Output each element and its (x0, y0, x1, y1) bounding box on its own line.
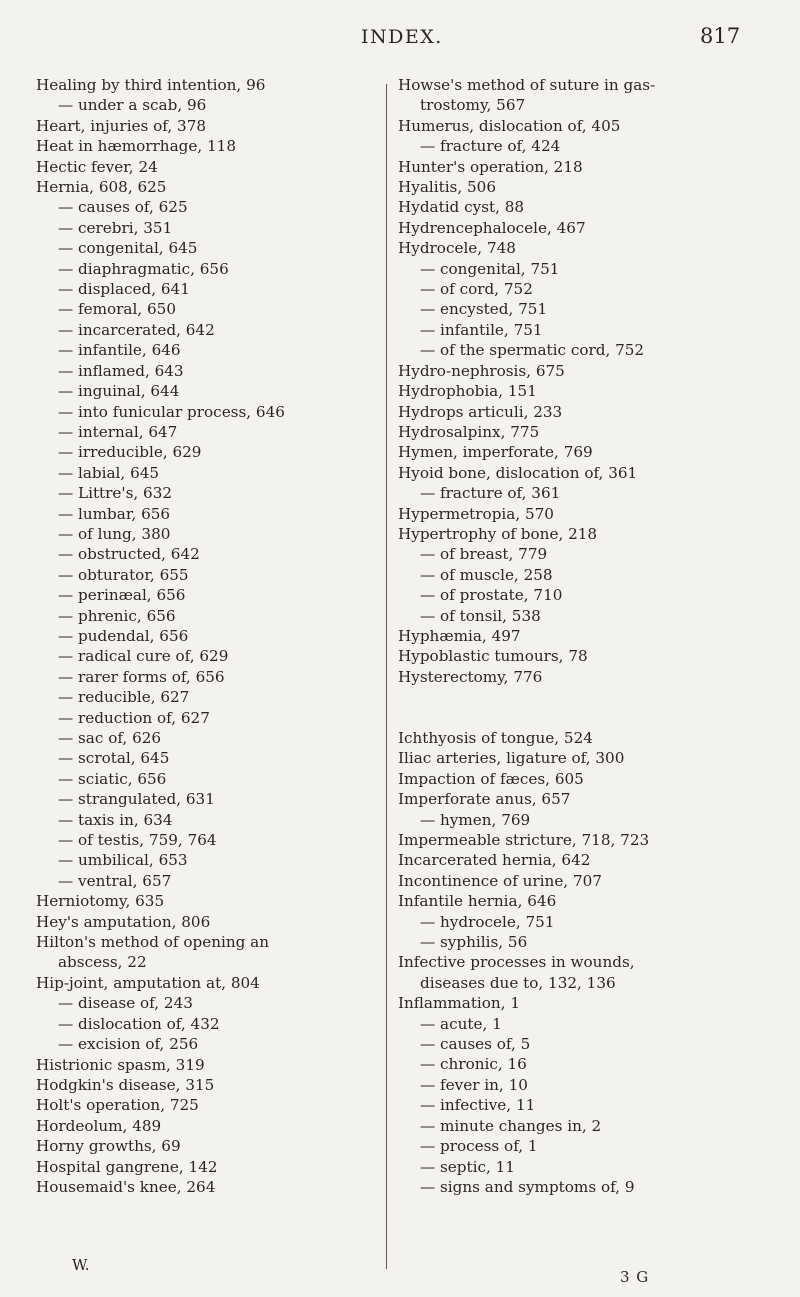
index-entry-continuation: abscess, 22 (58, 953, 147, 972)
index-subentry: — fever in, 10 (420, 1075, 528, 1094)
index-subentry: — fracture of, 424 (420, 137, 561, 156)
index-entry: Histrionic spasm, 319 (36, 1055, 205, 1074)
index-subentry: — of lung, 380 (58, 524, 171, 543)
index-entry: Infantile hernia, 646 (398, 892, 557, 911)
index-subentry: — inguinal, 644 (58, 382, 180, 401)
index-subentry: — internal, 647 (58, 422, 178, 441)
index-subentry: — minute changes in, 2 (420, 1116, 602, 1135)
index-subentry: — scrotal, 645 (58, 749, 170, 768)
index-subentry: — of the spermatic cord, 752 (420, 341, 645, 360)
section-gap (398, 687, 790, 707)
index-entry: Imperforate anus, 657 (398, 790, 571, 809)
index-entry: Housemaid's knee, 264 (36, 1177, 216, 1196)
index-entry: Healing by third intention, 96 (36, 76, 266, 94)
index-subentry: — taxis in, 634 (58, 810, 173, 829)
index-entry: Impermeable stricture, 718, 723 (398, 831, 650, 849)
index-entry: Hordeolum, 489 (36, 1116, 162, 1135)
index-subentry: — excision of, 256 (58, 1035, 199, 1054)
index-subentry: — cerebri, 351 (58, 218, 173, 237)
index-subentry: — under a scab, 96 (58, 96, 207, 115)
page-title: INDEX. (361, 26, 443, 48)
index-entry: Inflammation, 1 (398, 994, 521, 1013)
index-subentry: — lumbar, 656 (58, 504, 171, 523)
index-entry: Heart, injuries of, 378 (36, 116, 207, 135)
index-subentry: — reducible, 627 (58, 688, 190, 707)
page-number: 817 (700, 24, 741, 48)
index-entry: Humerus, dislocation of, 405 (398, 116, 621, 135)
index-entry: Hodgkin's disease, 315 (36, 1075, 215, 1094)
index-entry: Hey's amputation, 806 (36, 912, 211, 931)
index-subentry: — congenital, 751 (420, 259, 560, 278)
section-gap (398, 708, 790, 728)
index-subentry: — perinæal, 656 (58, 586, 186, 605)
index-entry: Hilton's method of opening an (36, 933, 270, 952)
index-subentry: — dislocation of, 432 (58, 1014, 220, 1033)
signature-mark-right: 3 G (620, 1268, 650, 1286)
index-subentry: — signs and symptoms of, 9 (420, 1177, 635, 1196)
index-subentry: — into funicular process, 646 (58, 402, 285, 421)
index-subentry: — umbilical, 653 (58, 851, 188, 870)
index-subentry: — incarcerated, 642 (58, 320, 215, 339)
index-subentry: — irreducible, 629 (58, 443, 202, 462)
index-entry: Hydatid cyst, 88 (398, 198, 525, 217)
index-subentry: — fracture of, 361 (420, 484, 561, 503)
index-entry: Infective processes in wounds, (398, 953, 635, 972)
index-entry: Hernia, 608, 625 (36, 178, 167, 197)
index-subentry: — rarer forms of, 656 (58, 667, 225, 686)
index-entry: Hydrops articuli, 233 (398, 402, 563, 421)
index-entry: Hip-joint, amputation at, 804 (36, 973, 260, 992)
index-subentry: — of muscle, 258 (420, 565, 553, 584)
index-subentry: — femoral, 650 (58, 300, 176, 319)
index-subentry: — congenital, 645 (58, 239, 198, 258)
index-entry: Iliac arteries, ligature of, 300 (398, 749, 625, 768)
index-column-left (36, 75, 381, 1197)
index-subentry: — infantile, 751 (420, 320, 543, 339)
index-subentry: — sac of, 626 (58, 729, 162, 747)
index-subentry: — sciatic, 656 (58, 769, 167, 788)
index-column-right (398, 75, 790, 1197)
index-entry: Hospital gangrene, 142 (36, 1157, 218, 1176)
index-entry: Hyoid bone, dislocation of, 361 (398, 463, 638, 482)
index-entry: Hydro-nephrosis, 675 (398, 361, 565, 380)
index-subentry: — obstructed, 642 (58, 545, 200, 564)
index-subentry: — of tonsil, 538 (420, 606, 541, 625)
index-entry: Hyalitis, 506 (398, 178, 496, 197)
index-subentry: — obturator, 655 (58, 565, 189, 584)
index-subentry: — syphilis, 56 (420, 933, 528, 952)
column-divider (386, 84, 387, 1269)
index-entry: Hydrocele, 748 (398, 239, 516, 258)
index-entry: Horny growths, 69 (36, 1137, 181, 1156)
index-subentry: — septic, 11 (420, 1157, 515, 1176)
index-entry: Hymen, imperforate, 769 (398, 443, 593, 462)
index-entry: Herniotomy, 635 (36, 892, 165, 911)
index-entry: Hypertrophy of bone, 218 (398, 524, 598, 543)
index-entry: Hyphæmia, 497 (398, 626, 521, 645)
index-subentry: — Littre's, 632 (58, 484, 173, 503)
signature-mark-left: W. (72, 1256, 90, 1274)
index-entry: Hunter's operation, 218 (398, 157, 583, 176)
index-subentry: — infantile, 646 (58, 341, 181, 360)
index-subentry: — causes of, 625 (58, 198, 188, 217)
index-subentry: — disease of, 243 (58, 994, 193, 1013)
index-subentry: — process of, 1 (420, 1137, 538, 1156)
index-entry: Hectic fever, 24 (36, 157, 158, 176)
index-entry: Incarcerated hernia, 642 (398, 851, 591, 870)
index-subentry: — acute, 1 (420, 1014, 502, 1033)
index-entry: Impaction of fæces, 605 (398, 769, 584, 788)
index-subentry: — pudendal, 656 (58, 626, 189, 645)
page-header (0, 22, 800, 52)
index-entry: Hydrophobia, 151 (398, 382, 537, 401)
index-subentry: — chronic, 16 (420, 1055, 527, 1074)
index-subentry: — infective, 11 (420, 1096, 536, 1115)
index-subentry: — encysted, 751 (420, 300, 548, 319)
index-subentry: — displaced, 641 (58, 280, 190, 299)
index-entry: Hypoblastic tumours, 78 (398, 647, 588, 666)
index-entry: Howse's method of suture in gas- (398, 76, 656, 94)
index-entry: Hypermetropia, 570 (398, 504, 554, 523)
index-subentry: — causes of, 5 (420, 1035, 531, 1054)
index-subentry: — hydrocele, 751 (420, 912, 555, 931)
index-subentry: — phrenic, 656 (58, 606, 176, 625)
index-entry-continuation: trostomy, 567 (420, 96, 526, 115)
index-subentry: — diaphragmatic, 656 (58, 259, 229, 278)
index-entry: Ichthyosis of tongue, 524 (398, 728, 593, 747)
index-entry: Incontinence of urine, 707 (398, 871, 602, 890)
index-subentry: — of testis, 759, 764 (58, 831, 217, 850)
index-entry: Holt's operation, 725 (36, 1096, 199, 1115)
index-subentry: — inflamed, 643 (58, 361, 184, 380)
index-entry: Hydrencephalocele, 467 (398, 218, 586, 237)
index-entry: Hydrosalpinx, 775 (398, 422, 540, 441)
index-subentry: — of breast, 779 (420, 545, 548, 564)
index-subentry: — of cord, 752 (420, 280, 533, 299)
index-subentry: — labial, 645 (58, 463, 160, 482)
index-entry-continuation: diseases due to, 132, 136 (420, 973, 616, 992)
index-entry: Hysterectomy, 776 (398, 667, 543, 686)
index-subentry: — ventral, 657 (58, 871, 172, 890)
index-subentry: — radical cure of, 629 (58, 647, 229, 666)
index-subentry: — of prostate, 710 (420, 586, 563, 605)
index-entry: Heat in hæmorrhage, 118 (36, 137, 236, 156)
index-subentry: — hymen, 769 (420, 810, 531, 829)
index-subentry: — strangulated, 631 (58, 790, 215, 809)
index-subentry: — reduction of, 627 (58, 708, 210, 727)
